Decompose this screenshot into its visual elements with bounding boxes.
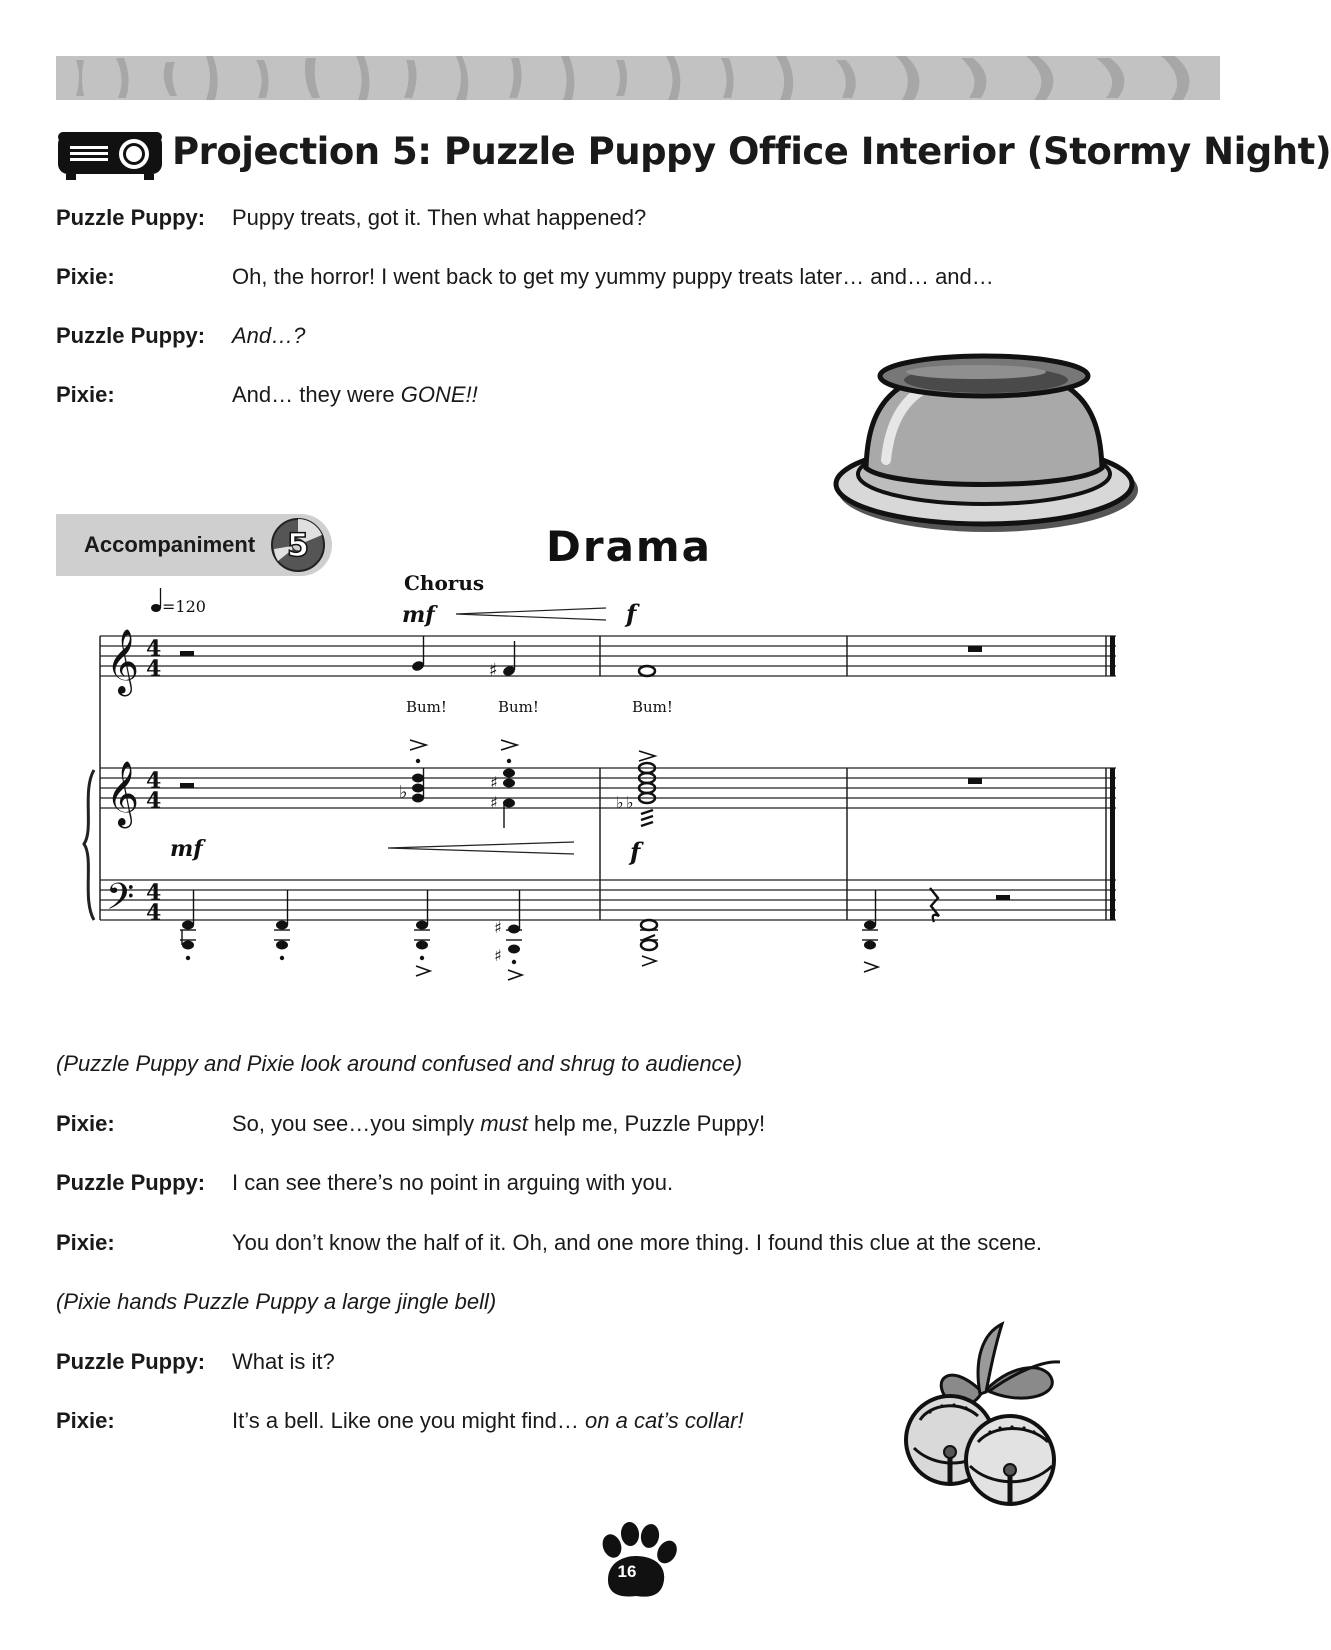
dialogue-text-plain: So, you see…you simply (232, 1111, 481, 1136)
lyric: Bum! (498, 698, 539, 716)
time-signature-top: 4 (146, 768, 162, 794)
track-number: 5 (286, 526, 310, 564)
page-number: 16 (617, 1562, 637, 1581)
stage-direction: (Pixie hands Puzzle Puppy a large jingle bell) (56, 1289, 497, 1314)
svg-text:♭: ♭ (626, 793, 634, 812)
lyric: Bum! (406, 698, 447, 716)
dialogue-text-plain: And… they were (232, 382, 401, 407)
svg-text:♭: ♭ (616, 793, 624, 812)
cd-icon (270, 517, 326, 573)
dialogue-text (232, 1110, 765, 1138)
dynamic-f: f (630, 837, 641, 866)
speaker-name: Pixie: (56, 1408, 115, 1433)
page-title: Projection 5: Puzzle Puppy Office Interior (Stormy Night) (172, 130, 1331, 173)
projector-icon (56, 126, 166, 182)
dialogue-text-emphasis: must (480, 1111, 528, 1136)
speaker-name: Pixie: (56, 1230, 115, 1255)
svg-text:♭: ♭ (399, 782, 408, 803)
paw-print-icon (596, 1522, 680, 1598)
jingle-bells-illustration-icon (890, 1320, 1080, 1510)
dialogue-text (232, 1407, 744, 1435)
speaker-name: Pixie: (56, 382, 115, 407)
dialogue-text: You don’t know the half of it. Oh, and one more thing. I found this clue at the scene. (232, 1230, 1043, 1255)
speaker-name: Puzzle Puppy: (56, 1349, 206, 1374)
dynamic-mf: mf (170, 836, 203, 862)
accompaniment-tab (56, 514, 332, 576)
time-signature-top: 4 (146, 636, 162, 662)
dynamic-f: f (626, 599, 637, 628)
speaker-name: Puzzle Puppy: (56, 1170, 206, 1195)
dog-bowl-illustration-icon (826, 350, 1146, 540)
accompaniment-label: Accompaniment (84, 532, 256, 557)
time-signature-bottom: 4 (146, 788, 162, 814)
dialogue-text-after: help me, Puzzle Puppy! (527, 1111, 766, 1136)
svg-text:𝄞: 𝄞 (106, 761, 140, 826)
svg-text:♯: ♯ (490, 773, 498, 792)
svg-text:♯: ♯ (494, 918, 502, 937)
dialogue-text-emphasis: on a cat’s collar! (585, 1408, 744, 1433)
banner-texture-icon (56, 56, 1220, 100)
svg-text:𝄢: 𝄢 (106, 876, 135, 927)
svg-text:♯: ♯ (489, 660, 498, 681)
speaker-name: Pixie: (56, 1111, 115, 1136)
music-title: Drama (546, 522, 713, 571)
tempo-marking: =120 (162, 597, 206, 616)
speaker-name: Puzzle Puppy: (56, 323, 206, 348)
svg-text:♯: ♯ (490, 793, 498, 812)
svg-text:♯: ♯ (494, 946, 502, 965)
dialogue-text: And…? (232, 323, 306, 348)
dialogue-text-plain: It’s a bell. Like one you might find… (232, 1408, 586, 1433)
stage-direction: (Puzzle Puppy and Pixie look around confused and shrug to audience) (56, 1051, 743, 1076)
music-score (96, 571, 1186, 1040)
dialogue-text: What is it? (232, 1349, 335, 1374)
lyric: Bum! (632, 698, 673, 716)
dialogue-text: Puppy treats, got it. Then what happened? (232, 205, 647, 230)
section-label: Chorus (404, 571, 485, 595)
time-signature-bottom: 4 (146, 656, 162, 682)
speaker-name: Pixie: (56, 264, 115, 289)
dialogue-text-emphasis: GONE!! (400, 382, 478, 407)
dialogue-text (232, 381, 478, 409)
dialogue-text: Oh, the horror! I went back to get my yummy puppy treats later… and… and… (232, 264, 994, 289)
time-signature-top: 4 (146, 880, 162, 906)
title-row (56, 126, 1331, 182)
dialogue-text: I can see there’s no point in arguing with you. (232, 1170, 674, 1195)
time-signature-bottom: 4 (146, 900, 162, 926)
speaker-name: Puzzle Puppy: (56, 205, 206, 230)
dynamic-mf: mf (402, 602, 435, 628)
svg-text:𝄞: 𝄞 (106, 629, 140, 694)
